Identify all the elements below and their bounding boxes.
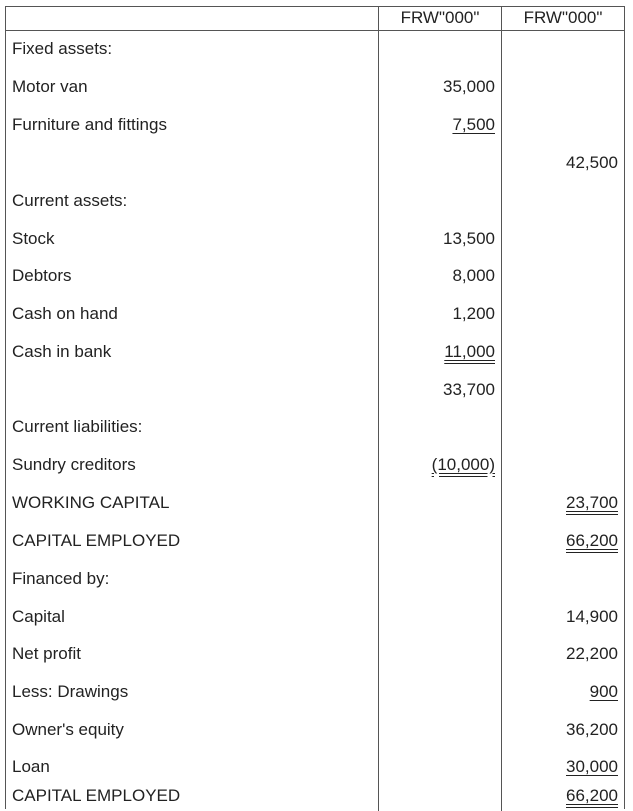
row-value-b: 14,900 — [501, 598, 624, 636]
row-value-a: 1,200 — [378, 295, 501, 333]
row-label: WORKING CAPITAL — [12, 493, 170, 512]
row-label: Capital — [12, 607, 65, 626]
row-label: Financed by: — [12, 569, 110, 588]
row-label: Cash in bank — [12, 342, 112, 361]
row-value-b: 30,000 — [501, 748, 624, 786]
row-value-a: (10,000) — [378, 446, 501, 484]
row-value-a — [378, 408, 501, 446]
table-row — [6, 598, 624, 636]
header-label-cell — [6, 6, 378, 30]
table-row — [6, 333, 624, 371]
row-value-b — [501, 408, 624, 446]
row-label: Fixed assets: — [12, 39, 113, 58]
row-value-b — [501, 106, 624, 144]
row-value-b: 36,200 — [501, 711, 624, 749]
table-row — [6, 30, 624, 68]
row-value-b — [501, 220, 624, 258]
row-value-b: 900 — [501, 673, 624, 711]
row-value-b — [501, 295, 624, 333]
row-value-b: 66,200 — [501, 522, 624, 560]
row-label: Owner's equity — [12, 720, 124, 739]
row-label — [6, 144, 378, 182]
row-value-a: 11,000 — [378, 333, 501, 371]
row-value-b: 42,500 — [501, 144, 624, 182]
row-value-a — [378, 598, 501, 636]
balance-sheet-table — [5, 6, 625, 809]
table-row — [6, 144, 624, 182]
table-row — [6, 371, 624, 409]
table-row — [6, 711, 624, 749]
row-value-a: 8,000 — [378, 257, 501, 295]
table-row — [6, 484, 624, 522]
row-value-b — [501, 371, 624, 409]
row-value-b: 22,200 — [501, 635, 624, 673]
row-label: CAPITAL EMPLOYED — [12, 531, 181, 550]
header-col-b: FRW"000" — [501, 6, 624, 30]
row-label: Current assets: — [12, 191, 128, 210]
table-row — [6, 257, 624, 295]
table-row — [6, 673, 624, 711]
row-value-b: 23,700 — [501, 484, 624, 522]
table-row — [6, 220, 624, 258]
table-row — [6, 781, 624, 811]
row-value-b — [501, 257, 624, 295]
row-value-a — [378, 30, 501, 68]
row-value-a — [378, 522, 501, 560]
table-row — [6, 182, 624, 220]
row-label: Cash on hand — [12, 304, 118, 323]
row-label — [6, 371, 378, 409]
row-label: Sundry creditors — [12, 455, 136, 474]
table-row — [6, 635, 624, 673]
header-col-a: FRW"000" — [378, 6, 501, 30]
row-value-a: 33,700 — [378, 371, 501, 409]
table-row — [6, 560, 624, 598]
row-value-b: 66,200 — [501, 781, 624, 811]
row-label: CAPITAL EMPLOYED — [12, 786, 181, 805]
row-label: Debtors — [12, 266, 72, 285]
row-label: Stock — [12, 229, 55, 248]
row-value-a — [378, 484, 501, 522]
row-value-a: 13,500 — [378, 220, 501, 258]
row-value-a — [378, 560, 501, 598]
row-value-a — [378, 144, 501, 182]
row-value-a — [378, 182, 501, 220]
row-value-a: 35,000 — [378, 68, 501, 106]
row-label: Less: Drawings — [12, 682, 129, 701]
row-value-b — [501, 333, 624, 371]
row-value-b — [501, 30, 624, 68]
row-label: Loan — [12, 757, 50, 776]
row-value-b — [501, 446, 624, 484]
row-label: Current liabilities: — [12, 417, 143, 436]
row-value-b — [501, 560, 624, 598]
row-value-a: 7,500 — [378, 106, 501, 144]
table-header-row — [6, 6, 624, 30]
row-value-a — [378, 781, 501, 811]
row-label: Furniture and fittings — [12, 115, 167, 134]
table-row — [6, 295, 624, 333]
row-value-b — [501, 68, 624, 106]
row-label: Motor van — [12, 77, 88, 96]
table-row — [6, 68, 624, 106]
table-row — [6, 522, 624, 560]
table-row — [6, 446, 624, 484]
row-value-a — [378, 635, 501, 673]
row-value-a — [378, 673, 501, 711]
row-label: Net profit — [12, 644, 81, 663]
table-row — [6, 408, 624, 446]
row-value-a — [378, 711, 501, 749]
row-value-b — [501, 182, 624, 220]
table-row — [6, 106, 624, 144]
